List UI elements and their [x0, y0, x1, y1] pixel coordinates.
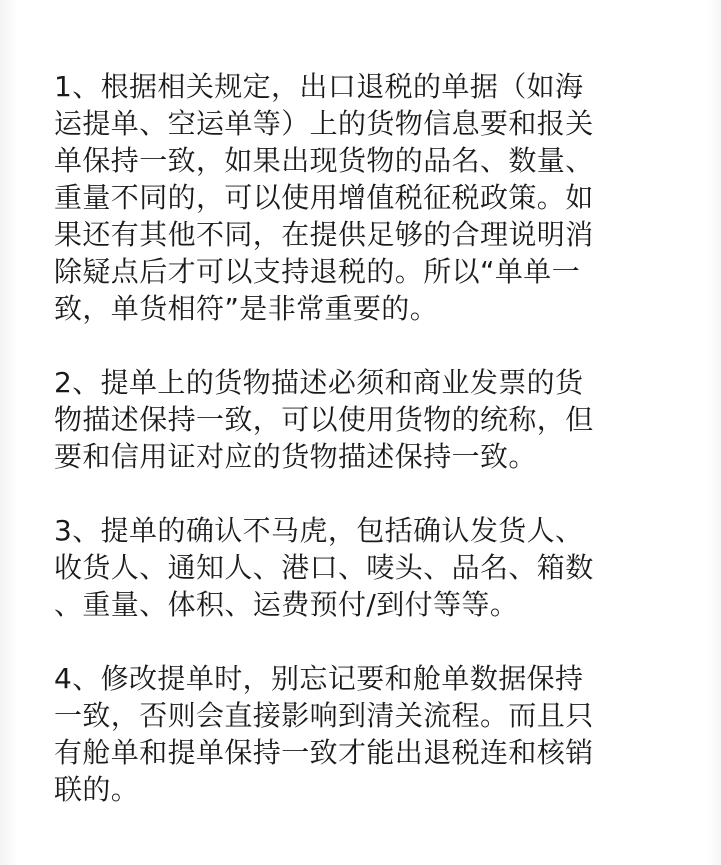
- paragraph-line: 运提单、空运单等）上的货物信息要和报关: [54, 107, 594, 140]
- paragraph-line: 重量不同的，可以使用增值税征税政策。如: [54, 181, 594, 214]
- paragraph-line: 4、修改提单时，别忘记要和舱单数据保持: [54, 662, 584, 695]
- paragraph-line: 单保持一致，如果出现货物的品名、数量、: [54, 144, 594, 177]
- paragraph-line: 2、提单上的货物描述必须和商业发票的货: [54, 366, 584, 399]
- paragraph-line: 收货人、通知人、港口、唛头、品名、箱数: [54, 551, 594, 584]
- paragraph-line: 除疑点后才可以支持退税的。所以“单单一: [54, 255, 581, 288]
- document-body: [54, 68, 679, 845]
- paragraph-line: 联的。: [54, 773, 140, 806]
- paragraph-line: 物描述保持一致，可以使用货物的统称，但: [54, 403, 594, 436]
- paragraph-line: 3、提单的确认不马虎，包括确认发货人、: [54, 514, 584, 547]
- paragraph-line: 1、根据相关规定，出口退税的单据（如海: [54, 70, 584, 103]
- paragraph-line: 要和信用证对应的货物描述保持一致。: [54, 440, 537, 473]
- paragraph-line: 果还有其他不同，在提供足够的合理说明消: [54, 218, 594, 251]
- paragraph-line: 有舱单和提单保持一致才能出退税连和核销: [54, 736, 594, 769]
- paragraph-4: [54, 660, 679, 808]
- paragraph-1: [54, 68, 679, 327]
- page-edge-right: [707, 0, 721, 865]
- paragraph-3: [54, 512, 679, 623]
- paragraph-line: 致，单货相符”是非常重要的。: [54, 292, 439, 325]
- paragraph-line: 、重量、体积、运费预付/到付等等。: [54, 588, 519, 621]
- paragraph-line: 一致，否则会直接影响到清关流程。而且只: [54, 699, 594, 732]
- page-edge-left: [0, 0, 18, 865]
- paragraph-2: [54, 364, 679, 475]
